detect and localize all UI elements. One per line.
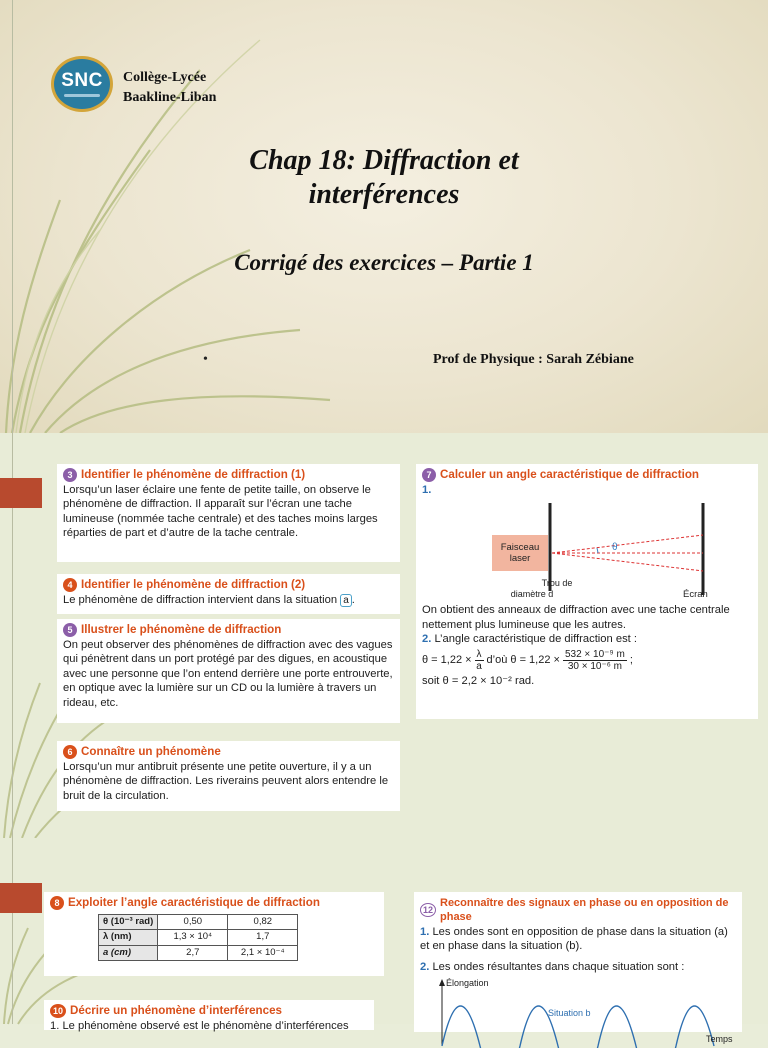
exercise-7-header <box>422 468 753 482</box>
exercise-12-question-1 <box>420 925 737 954</box>
question-1-text: Les ondes sont en opposition de phase dans la situation (a) et en phase dans la situation (b). <box>420 926 728 953</box>
formula-middle: d’où θ = 1,22 × <box>486 653 560 666</box>
exercise-number-badge: 12 <box>420 903 436 917</box>
theta-arc <box>597 548 598 553</box>
decorative-grass-strokes <box>0 0 768 433</box>
exercise-number-badge: 8 <box>50 896 64 910</box>
fraction-values <box>563 649 627 672</box>
exercise-10-panel <box>44 1000 374 1030</box>
table-cell: 2,7 <box>158 945 228 960</box>
exercise-number-badge: 7 <box>422 468 436 482</box>
exercise-10-title: Décrire un phénomène d’interférences <box>70 1004 282 1017</box>
exercise-12-question-2 <box>420 960 737 974</box>
exercise-12-panel <box>414 892 742 1045</box>
logo-underline <box>64 94 100 97</box>
hole-label <box>511 578 573 599</box>
table-cell: 0,50 <box>158 915 228 930</box>
table-row <box>99 915 298 930</box>
table-row <box>99 945 298 960</box>
fraction-numerator: λ <box>476 648 482 660</box>
table-row-header: a (cm) <box>99 945 158 960</box>
slide-title <box>140 144 628 212</box>
curve-label: Situation b <box>548 1008 591 1019</box>
exercise-number-badge: 4 <box>63 578 77 592</box>
slide-subtitle: Corrigé des exercices – Partie 1 <box>234 250 534 275</box>
exercise-number-badge: 6 <box>63 745 77 759</box>
school-name <box>123 68 216 108</box>
table-row <box>99 930 298 945</box>
exercise-5-header <box>63 623 395 637</box>
angle-formula <box>422 649 753 672</box>
hole-label-line-2: diamètre d <box>510 589 554 600</box>
exercise-4-text <box>63 593 395 607</box>
exercise-8-title: Exploiter l’angle caractéristique de diffraction <box>68 896 320 909</box>
exercise-12-title: Reconnaître des signaux en phase ou en opposition de phase <box>440 897 729 923</box>
exercise-5-panel <box>57 619 400 723</box>
screen-label: Écran <box>683 589 708 601</box>
slide-edge-line <box>12 838 13 1024</box>
exercise-7-result: soit θ = 2,2 × 10⁻² rad. <box>422 674 535 687</box>
question-2-marker: 2. <box>422 633 432 646</box>
exercise-12-header <box>420 896 737 924</box>
slide-edge-line <box>12 0 13 433</box>
exercise-7-panel <box>416 464 758 719</box>
exercise-number-badge: 10 <box>50 1004 66 1018</box>
exercise-10-text: 1. Le phénomène observé est le phénomène d’interférences <box>50 1020 349 1032</box>
fraction-denominator: a <box>476 660 482 672</box>
formula-left: θ = 1,22 × <box>422 653 472 666</box>
exercise-8-header <box>50 896 379 910</box>
title-line-1: Chap 18: Diffraction et <box>249 145 519 176</box>
diffraction-values-table <box>98 914 298 961</box>
exercise-3-text: Lorsqu’un laser éclaire une fente de petite taille, on observe le phénomène de diffraction. Il apparaît sur l’écran une tache lumineuse (nommée tache centrale) et des taches moins larges réparties de part et d’autre de la tache centrale. <box>63 484 378 540</box>
table-cell: 1,7 <box>228 930 298 945</box>
question-2-marker: 2. <box>420 960 430 973</box>
exercise-3-header <box>63 468 395 482</box>
exercise-4-end: . <box>351 594 355 606</box>
y-axis-arrow <box>439 979 445 986</box>
exercise-10-header <box>50 1004 369 1018</box>
exercise-7-title: Calculer un angle caractéristique de diffraction <box>440 468 699 481</box>
laser-label-line-1: Faisceau <box>500 542 540 554</box>
fraction-denominator: 30 × 10⁻⁶ m <box>567 660 622 672</box>
exercise-7-observation: On obtient des anneaux de diffraction avec une tache centrale nettement plus lumineuse que les autres. <box>422 604 730 631</box>
y-axis-label: Élongation <box>446 978 489 989</box>
exercise-4-header <box>63 578 395 592</box>
exercise-6-text: Lorsqu’un mur antibruit présente une petite ouverture, il y a un phénomène de diffraction. Les riverains peuvent alors entendre le bruit de la circulation. <box>63 761 389 802</box>
answer-box: a <box>340 594 352 607</box>
exercise-7-question-2 <box>422 632 753 646</box>
x-axis-label: Temps <box>706 1034 733 1045</box>
exercise-4-sentence: Le phénomène de diffraction intervient dans la situation <box>63 594 338 606</box>
laser-label-line-2: laser <box>509 553 531 565</box>
exercise-3-title: Identifier le phénomène de diffraction (1) <box>81 468 306 481</box>
slide-accent-tab <box>0 478 42 508</box>
title-line-2: interférences <box>308 179 460 210</box>
formula-end: ; <box>629 653 633 666</box>
waveform-graph <box>420 976 740 1048</box>
question-1-marker: 1. <box>422 484 432 496</box>
question-1-marker: 1. <box>420 926 430 938</box>
diffraction-diagram <box>422 499 752 601</box>
hole-label-line-1: Trou de <box>541 578 573 589</box>
table-cell: 0,82 <box>228 915 298 930</box>
school-logo <box>51 56 113 112</box>
exercise-3-panel <box>57 464 400 562</box>
table-cell: 2,1 × 10⁻⁴ <box>228 945 298 960</box>
exercise-4-title: Identifier le phénomène de diffraction (2) <box>81 578 306 591</box>
title-slide <box>0 0 768 433</box>
exercise-number-badge: 3 <box>63 468 77 482</box>
exercises-slide-2 <box>0 838 768 1045</box>
fraction-lambda-over-a <box>475 649 484 672</box>
school-line-1: Collège-Lycée <box>123 70 207 85</box>
fraction-numerator: 532 × 10⁻⁹ m <box>564 648 625 660</box>
theta-label: θ <box>612 542 618 554</box>
exercise-4-panel <box>57 574 400 614</box>
slide-accent-tab <box>0 883 42 913</box>
exercise-6-title: Connaître un phénomène <box>81 745 221 758</box>
question-2-text: Les ondes résultantes dans chaque situation sont : <box>432 960 685 973</box>
exercise-5-title: Illustrer le phénomène de diffraction <box>81 623 282 636</box>
diffraction-ray-upper <box>552 535 703 553</box>
table-cell: 1,3 × 10⁴ <box>158 930 228 945</box>
exercise-5-text: On peut observer des phénomènes de diffraction avec des vagues qui pénètrent dans un port protégé par des digues, en acoustique avec une personne que l’on entend derrière une porte entrouverte, en optique avec la lumière sur un CD ou la lumière à travers un rideau, etc. <box>63 639 393 709</box>
table-row-header: θ (10⁻³ rad) <box>99 915 158 930</box>
exercises-slide-1 <box>0 433 768 838</box>
exercise-8-panel <box>44 892 384 976</box>
school-line-2: Baakline-Liban <box>123 90 217 105</box>
exercise-number-badge: 5 <box>63 623 77 637</box>
logo-text: SNC <box>61 70 103 91</box>
bullet-point: • <box>203 352 208 367</box>
diffraction-ray-lower <box>552 553 703 571</box>
question-2-text: L’angle caractéristique de diffraction est : <box>434 633 637 646</box>
author-line: Prof de Physique : Sarah Zébiane <box>433 352 634 367</box>
table-row-header: λ (nm) <box>99 930 158 945</box>
exercise-6-header <box>63 745 395 759</box>
exercise-6-panel <box>57 741 400 811</box>
